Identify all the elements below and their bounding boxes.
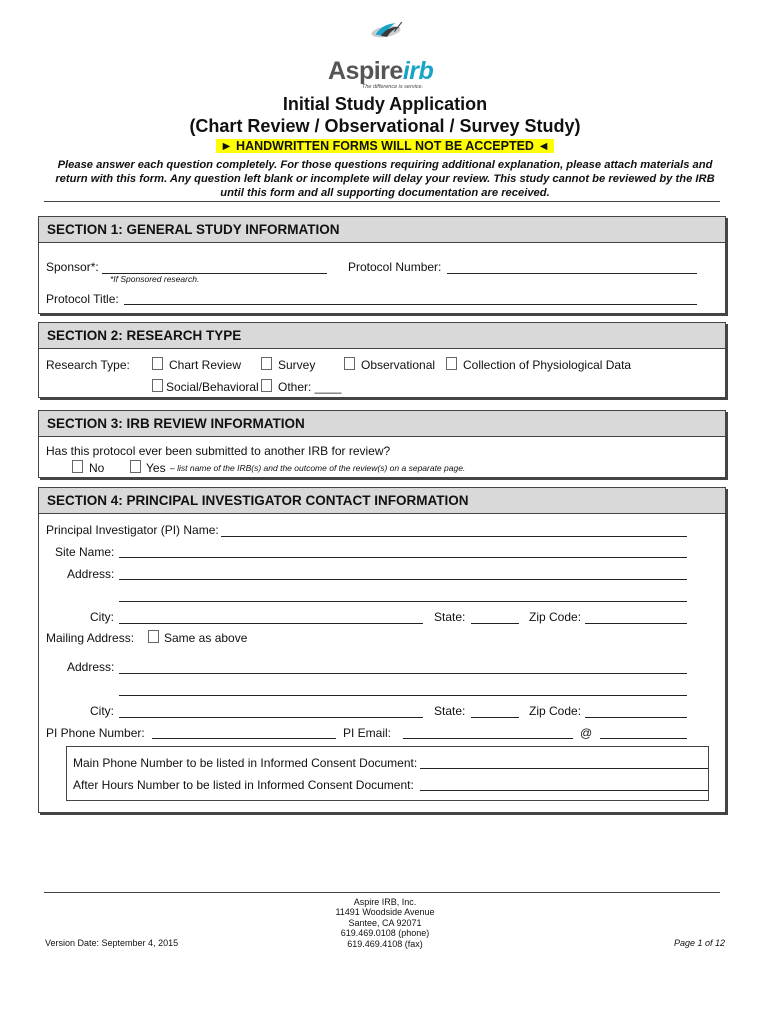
sponsor-label: Sponsor*: — [46, 260, 99, 274]
sponsor-note: *If Sponsored research. — [110, 274, 200, 284]
chart-review-label: Chart Review — [169, 358, 242, 372]
site-name-label: Site Name: — [55, 545, 115, 559]
irb-question: Has this protocol ever been submitted to another IRB for review? — [46, 444, 391, 458]
address-field-2[interactable] — [119, 601, 687, 602]
aspire-irb-logo — [326, 20, 446, 60]
zip-label: Zip Code: — [529, 610, 582, 624]
footer-street: 11491 Woodside Avenue — [335, 907, 435, 918]
page-number: Page 1 of 12 — [673, 938, 725, 948]
section-2-box — [38, 322, 726, 398]
mailing-address-field-1[interactable] — [119, 673, 687, 674]
main-phone-label: Main Phone Number to be listed in Informed Consent Document: — [73, 756, 418, 770]
mailing-address-label: Mailing Address: — [46, 631, 135, 645]
protocol-number-field[interactable] — [447, 273, 697, 274]
same-as-above-label: Same as above — [164, 631, 248, 645]
city-label: City: — [90, 610, 114, 624]
header-divider — [44, 201, 720, 202]
main-phone-field[interactable] — [420, 768, 708, 769]
section-1-box — [38, 216, 726, 314]
after-hours-label: After Hours Number to be listed in Informed Consent Document: — [73, 778, 414, 792]
city-field[interactable] — [119, 623, 423, 624]
section-4-title: SECTION 4: PRINCIPAL INVESTIGATOR CONTACT INFORMATION — [39, 488, 725, 514]
observational-label: Observational — [361, 358, 436, 372]
page-subtitle: (Chart Review / Observational / Survey Study) — [189, 116, 581, 136]
footer-fax: 619.469.4108 (fax) — [347, 938, 423, 949]
version-date: Version Date: September 4, 2015 — [45, 938, 179, 948]
protocol-title-label: Protocol Title: — [46, 292, 119, 306]
state-field[interactable] — [471, 623, 519, 624]
observational-checkbox[interactable] — [344, 357, 355, 370]
footer-address — [285, 897, 485, 949]
yes-note: – list name of the IRB(s) and the outcome of the review(s) on a separate page. — [170, 463, 466, 473]
intro-instructions: Please answer each question completely. For those questions requiring additional explanation, please attach materials and return with this form. Any question left blank or incomplete will delay your review. This study cannot be reviewed by the IRB until this form and all supporting documentation are received. — [55, 159, 715, 199]
footer-city: Santee, CA 92071 — [348, 917, 422, 928]
mailing-address-field-label: Address: — [67, 660, 115, 674]
no-checkbox[interactable] — [72, 460, 83, 473]
physiological-data-label: Collection of Physiological Data — [463, 358, 632, 372]
footer-divider — [44, 892, 720, 893]
other-label: Other: ____ — [278, 380, 342, 394]
pi-name-label: Principal Investigator (PI) Name: — [46, 523, 219, 537]
handwritten-warning-banner: ► HANDWRITTEN FORMS WILL NOT BE ACCEPTED ◄ — [216, 139, 554, 153]
consent-phone-box — [66, 746, 709, 801]
mailing-zip-field[interactable] — [585, 717, 687, 718]
chart-review-checkbox[interactable] — [152, 357, 163, 370]
social-behavioral-label: Social/Behavioral — [166, 380, 259, 394]
physiological-data-checkbox[interactable] — [446, 357, 457, 370]
address-field-1[interactable] — [119, 579, 687, 580]
logo-wordmark: Aspireirb — [328, 57, 434, 85]
page-title: Initial Study Application — [282, 94, 488, 114]
footer-company: Aspire IRB, Inc. — [353, 897, 417, 907]
mailing-state-label: State: — [434, 704, 466, 718]
pi-phone-field[interactable] — [152, 738, 336, 739]
mailing-address-field-2[interactable] — [119, 695, 687, 696]
address-label: Address: — [67, 567, 115, 581]
protocol-title-field[interactable] — [124, 304, 697, 305]
section-3-box — [38, 410, 726, 478]
no-label: No — [89, 461, 105, 475]
email-at-sign: @ — [580, 726, 593, 740]
pi-name-field[interactable] — [221, 536, 687, 537]
pi-email-label: PI Email: — [343, 726, 392, 740]
footer-phone: 619.469.0108 (phone) — [340, 928, 430, 939]
section-1-title: SECTION 1: GENERAL STUDY INFORMATION — [39, 217, 725, 243]
survey-label: Survey — [278, 358, 316, 372]
research-type-label: Research Type: — [46, 358, 130, 372]
site-name-field[interactable] — [119, 557, 687, 558]
mailing-zip-label: Zip Code: — [529, 704, 582, 718]
section-4-box — [38, 487, 726, 813]
yes-label: Yes — [146, 461, 166, 475]
other-checkbox[interactable] — [261, 379, 272, 392]
social-behavioral-checkbox[interactable] — [152, 379, 163, 392]
logo-tagline: The difference is service. — [362, 84, 424, 90]
pi-email-domain-field[interactable] — [600, 738, 687, 739]
mailing-city-field[interactable] — [119, 717, 423, 718]
mailing-city-label: City: — [90, 704, 114, 718]
survey-checkbox[interactable] — [261, 357, 272, 370]
yes-checkbox[interactable] — [130, 460, 141, 473]
mailing-state-field[interactable] — [471, 717, 519, 718]
section-3-title: SECTION 3: IRB REVIEW INFORMATION — [39, 411, 725, 437]
pi-email-user-field[interactable] — [403, 738, 573, 739]
section-2-title: SECTION 2: RESEARCH TYPE — [39, 323, 725, 349]
pi-phone-label: PI Phone Number: — [46, 726, 145, 740]
after-hours-field[interactable] — [420, 790, 708, 791]
protocol-number-label: Protocol Number: — [348, 260, 442, 274]
zip-field[interactable] — [585, 623, 687, 624]
same-as-above-checkbox[interactable] — [148, 630, 159, 643]
state-label: State: — [434, 610, 466, 624]
